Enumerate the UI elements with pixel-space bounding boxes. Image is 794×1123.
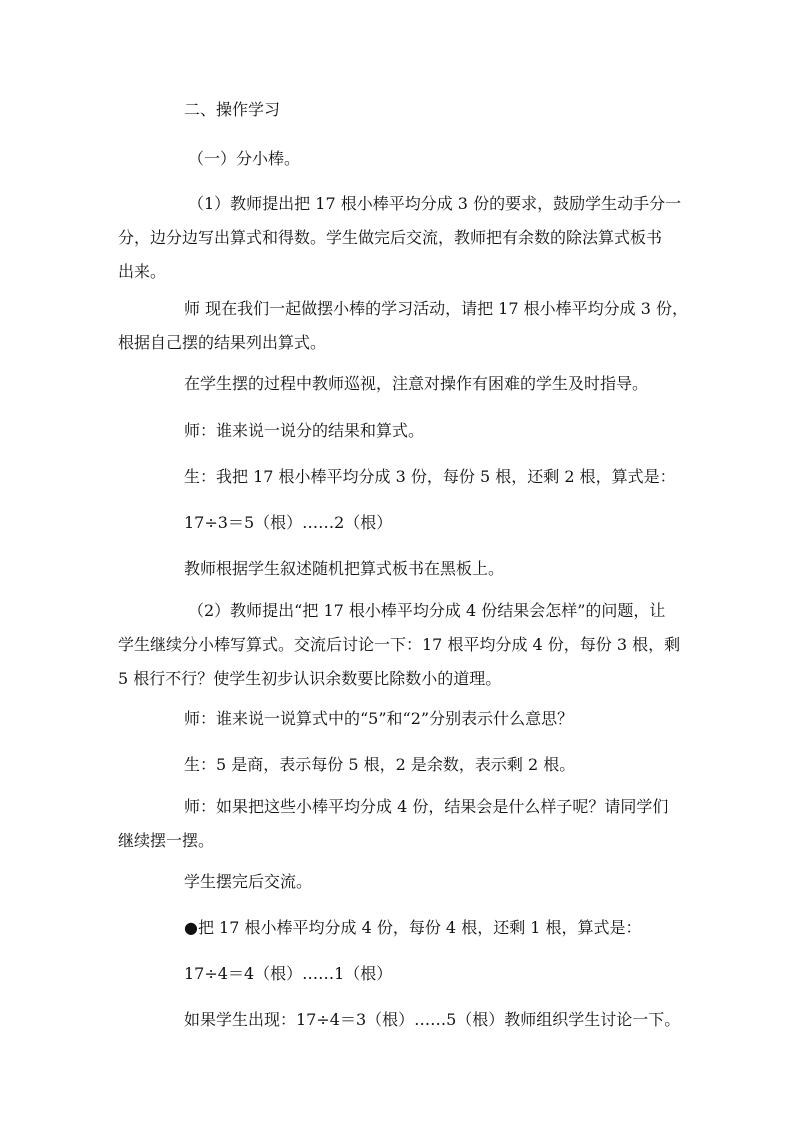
paragraph-9: 生：5 是商，表示每份 5 根，2 是余数，表示剩 2 根。 [184,755,576,774]
paragraph-3: 在学生摆的过程中教师巡视，注意对操作有困难的学生及时指导。 [184,374,649,393]
paragraph-2 [118,292,688,360]
paragraph-4: 师：谁来说一说分的结果和算式。 [184,421,425,440]
paragraph-7-line-2: 学生继续分小棒写算式。交流后讨论一下：17 根平均分成 4 份，每份 3 根，剩 [118,635,681,654]
paragraph-1-line-3: 出来。 [118,262,167,281]
section-heading: 二、操作学习 [184,100,281,119]
paragraph-1 [118,187,682,289]
paragraph-7-line-1: （2）教师提出“把 17 根小棒平均分成 4 份结果会怎样”的问题，让 [188,601,666,620]
equation-2: 17÷4＝4（根）……1（根） [184,964,393,983]
paragraph-2-line-2: 根据自己摆的结果列出算式。 [118,333,327,352]
paragraph-10 [118,790,678,858]
paragraph-10-line-1: 师：如果把这些小棒平均分成 4 份，结果会是什么样子呢？请同学们 [184,797,669,816]
subsection-heading: （一）分小棒。 [188,149,301,168]
paragraph-13: 如果学生出现：17÷4＝3（根）……5（根）教师组织学生讨论一下。 [184,1010,681,1029]
paragraph-5: 生：我把 17 根小棒平均分成 3 份，每份 5 根，还剩 2 根，算式是： [184,467,676,486]
paragraph-12: ●把 17 根小棒平均分成 4 份，每份 4 根，还剩 1 根，算式是： [184,918,642,937]
paragraph-7 [118,594,681,696]
equation-1: 17÷3＝5（根）……2（根） [184,513,393,532]
paragraph-8: 师：谁来说一说算式中的“5”和“2”分别表示什么意思？ [184,709,574,728]
paragraph-7-line-3: 5 根行不行？使学生初步认识余数要比除数小的道理。 [118,669,502,688]
paragraph-1-line-2: 分，边分边写出算式和得数。学生做完后交流，教师把有余数的除法算式板书 [118,228,663,247]
paragraph-1-line-1: （1）教师提出把 17 根小棒平均分成 3 份的要求，鼓励学生动手分一 [188,194,682,213]
paragraph-2-line-1: 师 现在我们一起做摆小棒的学习活动，请把 17 根小棒平均分成 3 份， [184,299,688,318]
paragraph-11: 学生摆完后交流。 [184,872,313,891]
paragraph-10-line-2: 继续摆一摆。 [118,831,215,850]
paragraph-6: 教师根据学生叙述随机把算式板书在黑板上。 [184,559,505,578]
